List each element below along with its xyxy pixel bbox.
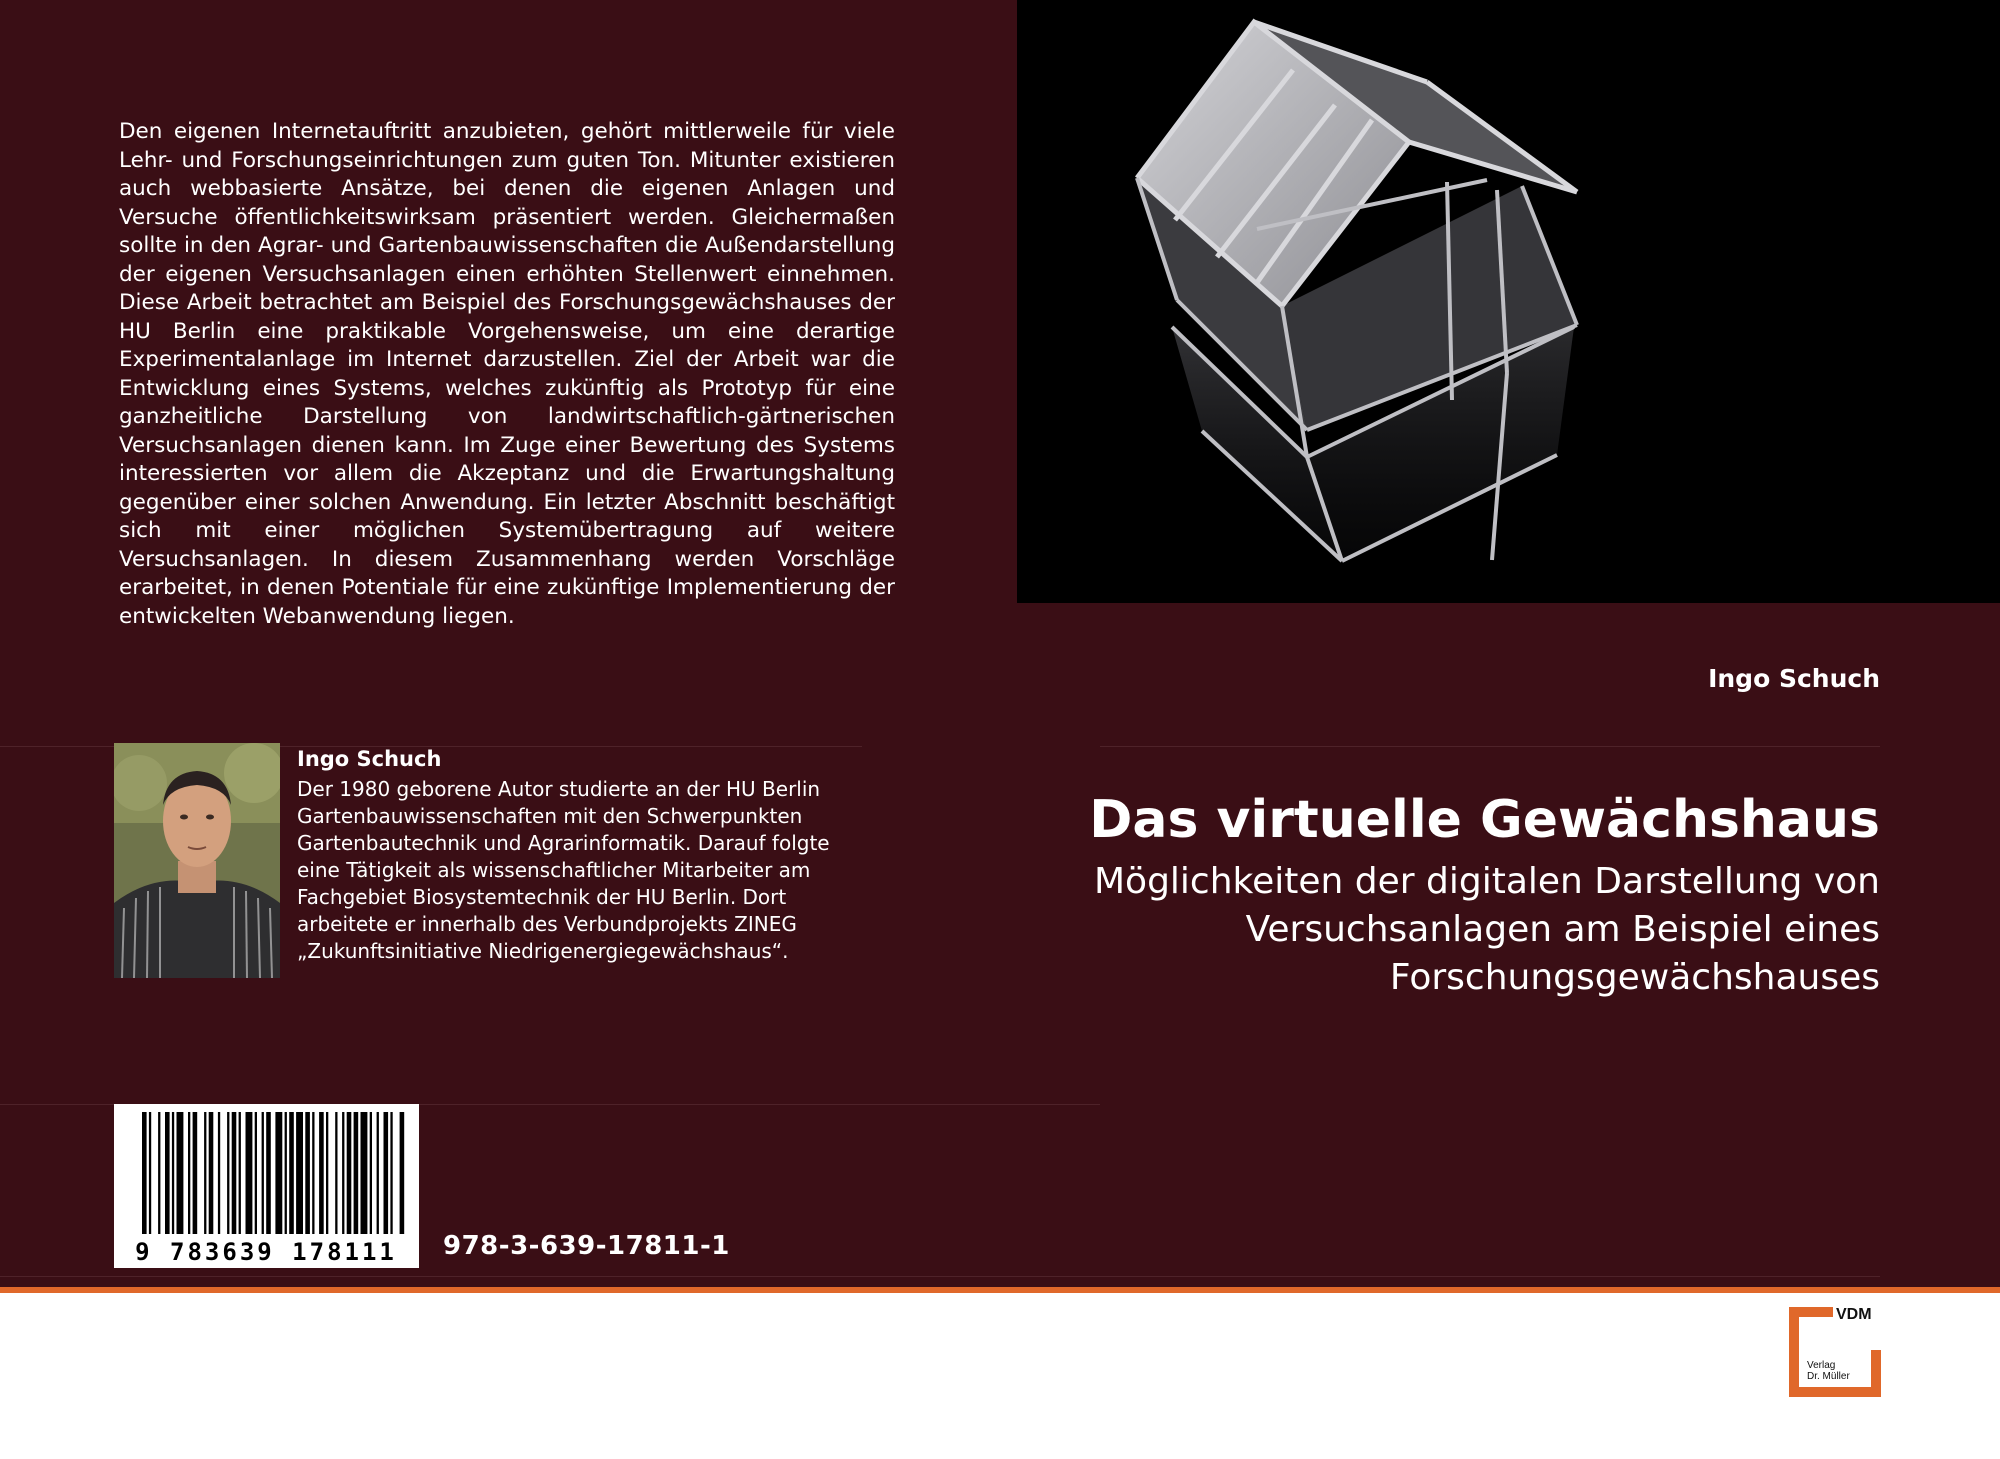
barcode-bar (262, 1112, 264, 1234)
barcode-bar (347, 1112, 352, 1234)
barcode-bar (188, 1112, 190, 1234)
logo-brand: VDM (1836, 1306, 1872, 1323)
barcode-bar (255, 1112, 257, 1234)
cover-image-greenhouse (1017, 0, 2000, 603)
barcode-bar (142, 1112, 147, 1234)
logo-line-2: Dr. Müller (1807, 1371, 1850, 1382)
barcode-bar (218, 1112, 220, 1234)
barcode-bar (149, 1112, 151, 1234)
barcode-bar (342, 1112, 344, 1234)
front-author: Ingo Schuch (1708, 664, 1880, 693)
barcode-digits: 9 783639 178111 (135, 1238, 397, 1266)
barcode-bar (239, 1112, 241, 1234)
barcode-bar (266, 1112, 271, 1234)
author-portrait (114, 743, 280, 978)
barcode-bar (384, 1112, 389, 1234)
barcode-bar (246, 1112, 253, 1234)
barcode-bar (158, 1112, 160, 1234)
barcode-bar (296, 1112, 303, 1234)
divider-line (0, 1276, 1100, 1277)
barcode-bar (361, 1112, 368, 1234)
barcode-bar (232, 1112, 237, 1234)
barcode-bar (354, 1112, 359, 1234)
isbn-number: 978-3-639-17811-1 (443, 1231, 730, 1261)
barcode-bar (172, 1112, 174, 1234)
author-photo (114, 743, 280, 978)
barcode-bar (326, 1112, 328, 1234)
barcode-bar (289, 1112, 294, 1234)
barcode-bar (177, 1112, 184, 1234)
back-cover-blurb: Den eigenen Internetauftritt anzubieten, gehört mittlerweile für viele Lehr- und Forschungseinrichtungen zum guten Ton. Mitunter existieren auch webbasierte Ansätze, bei denen die eigenen Anlagen und Versuche öffentlichkeitswirksam präsentiert werden. Gleichermaßen sollte in den Agrar- und Gartenbauwissenschaften die Außendarstellung der eigenen Versuchsanlagen einen erhöhten Stellenwert einnehmen. Diese Arbeit betrachtet am Beispiel des Forschungsgewächshauses der HU Berlin eine praktikable Vorgehensweise, um eine derartige Experimentalanlage im Internet darzustellen. Ziel der Arbeit war die Entwicklung eines Systems, welches zukünftig als Prototyp für eine ganzheitliche Darstellung von landwirtschaftlich-gärtnerischen Versuchsanlagen dienen kann. Im Zuge einer Bewertung des Systems interessierten vor allem die Akzeptanz und die Erwartungshaltung gegenüber einer solchen Anwendung. Ein letzter Abschnitt beschäftigt sich mit einer möglichen Systemübertragung auf weitere Versuchsanlagen. In diesem Zusammenhang werden Vorschläge erarbeitet, in denen Potentiale für eine zukünftige Implementierung der entwickelten Webanwendung liegen. (119, 119, 895, 629)
book-subtitle: Möglichkeiten der digitalen Darstellung von Versuchsanlagen am Beispiel eines Forschungsgewächshauses (1093, 861, 1880, 998)
barcode-bar (227, 1112, 229, 1234)
barcode-bar (209, 1112, 214, 1234)
bio-author-name: Ingo Schuch (297, 747, 442, 771)
orange-accent-bar (0, 1287, 2000, 1293)
barcode-graphic (114, 1104, 419, 1268)
logo-publisher-name (1807, 1360, 1850, 1382)
barcode-bar (319, 1112, 324, 1234)
barcode-bar (275, 1112, 282, 1234)
book-title: Das virtuelle Gewächshaus (1089, 790, 1880, 850)
publisher-logo (1787, 1305, 1883, 1399)
divider-line (1100, 746, 1880, 747)
barcode-bar (335, 1112, 337, 1234)
divider-line (1100, 1276, 1880, 1277)
barcode-bar (400, 1112, 405, 1234)
logo-line-1: Verlag (1807, 1360, 1836, 1371)
barcode-bar (285, 1112, 287, 1234)
barcode-bar (370, 1112, 372, 1234)
bio-text: Der 1980 geborene Autor studierte an der HU Berlin Gartenbauwissenschaften mit den Schwerpunkten Gartenbautechnik und Agrarinformatik. Darauf folgte eine Tätigkeit als wissenschaftlicher Mitarbeiter am Fachgebiet Biosystemtechnik der HU Berlin. Dort arbeitete er innerhalb des Verbundprojekts ZINEG „Zukunftsinitiative Niedrigenergiegewächshaus“. (297, 777, 830, 963)
barcode-bar (377, 1112, 379, 1234)
isbn-barcode (114, 1104, 419, 1268)
barcode-bar (312, 1112, 314, 1234)
barcode-bar (204, 1112, 206, 1234)
barcode-bar (305, 1112, 310, 1234)
barcode-bar (390, 1112, 392, 1234)
barcode-bar (165, 1112, 170, 1234)
barcode-bar (193, 1112, 198, 1234)
greenhouse-render (1017, 0, 2000, 603)
